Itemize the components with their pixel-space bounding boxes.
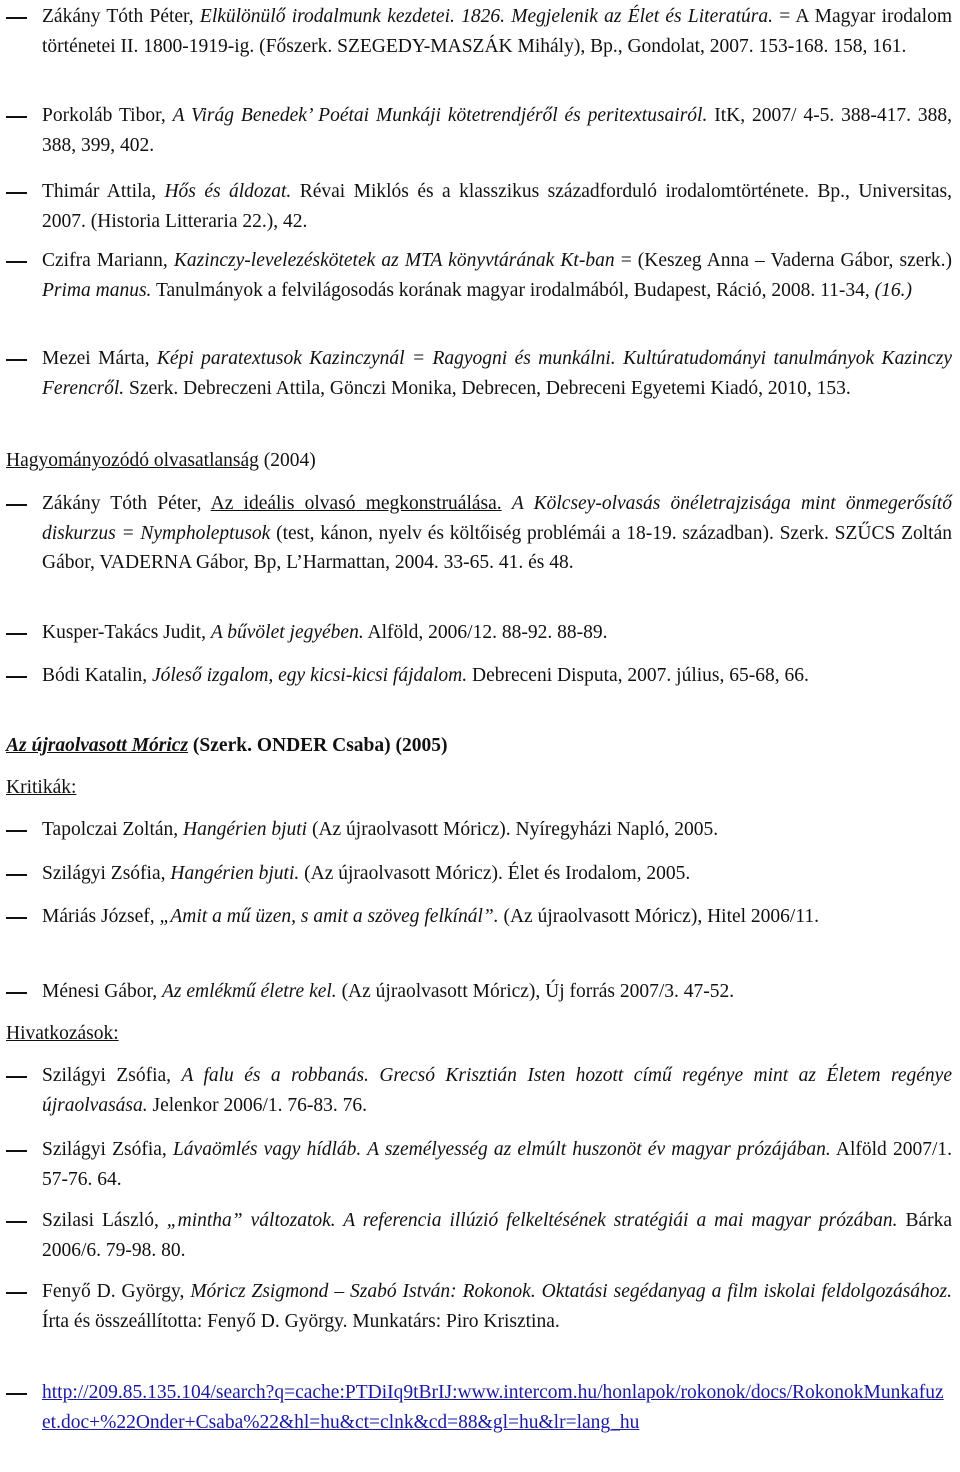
author: Mezei Márta, xyxy=(42,348,157,369)
list-item xyxy=(0,1135,952,1194)
title: „mintha” változatok. A referencia illúzió felkeltésének stratégiái a mai magyar prózában. xyxy=(166,1210,898,1231)
kritikak-label: Kritikák: xyxy=(6,777,77,798)
author: Kusper-Takács Judit, xyxy=(42,622,211,643)
title: Prima manus. xyxy=(42,279,152,301)
entry-text xyxy=(42,177,952,236)
citation: Szerk. Debreczeni Attila, Gönczi Monika, Debrecen, Debreceni Egyetemi Kiadó, 2010, 153. xyxy=(124,377,851,399)
dash-bullet xyxy=(6,192,27,194)
author: Szilágyi Zsófia, xyxy=(42,863,171,884)
title: Elkülönülő irodalmunk kezdetei. 1826. Megjelenik az Élet és Literatúra. xyxy=(199,6,773,27)
section-subtitle: (Szerk. ONDER Csaba) (2005) xyxy=(188,735,448,756)
entry-text xyxy=(42,1135,952,1194)
list-item xyxy=(0,815,952,845)
citation: = (Keszeg Anna – Vaderna Gábor, szerk.) xyxy=(614,250,953,271)
citation: (Az újraolvasott Móricz), Új forrás 2007/3. 47-52. xyxy=(336,981,735,1002)
list-item xyxy=(0,1277,952,1336)
note: (16.) xyxy=(874,279,913,301)
entry-text xyxy=(42,902,952,932)
dash-bullet xyxy=(6,830,27,832)
citation: Írta és összeállította: Fenyő D. György. Munkatárs: Piro Krisztina. xyxy=(42,1310,560,1332)
list-item xyxy=(0,977,952,1007)
dash-bullet xyxy=(6,676,27,678)
dash-bullet xyxy=(6,359,27,361)
spacer xyxy=(502,493,512,514)
citation: Révai Miklós és a klasszikus századforduló irodalomtörténete. Bp., Universitas, 2007. (Historia Litteraria 22.), 42. xyxy=(42,181,953,232)
section-year: (2004) xyxy=(258,450,316,471)
title: Lávaömlés vagy hídláb. A személyesség az elmúlt huszonöt év magyar prózájában. xyxy=(172,1139,831,1160)
list-item xyxy=(0,1061,952,1120)
citation: Bárka 2006/6. 79-98. 80. xyxy=(42,1210,953,1261)
list-item xyxy=(0,661,952,691)
list-item xyxy=(0,246,952,305)
entry-text xyxy=(42,1277,952,1336)
title: „Amit a mű üzen, s amit a szöveg felkínál”. xyxy=(159,906,499,927)
list-item xyxy=(0,177,952,236)
list-item xyxy=(0,1378,952,1437)
citation: Alföld 2007/1. 57-76. 64. xyxy=(42,1139,952,1190)
entry-text xyxy=(42,489,952,578)
citation: = A Magyar irodalom történetei II. 1800-1919-ig. (Főszerk. SZEGEDY-MASZÁK Mihály), Bp., Gondolat, 2007. 153-168. 158, 161. xyxy=(42,6,952,57)
list-item xyxy=(0,902,952,932)
citation: Alföld, 2006/12. 88-92. 88-89. xyxy=(363,622,608,643)
author: Zákány Tóth Péter, xyxy=(42,493,211,514)
citation: (test, kánon, nyelv és költőiség problémái a 18-19. században). Szerk. SZŰCS Zoltán Gábor, VADERNA Gábor, Bp, L’Harmattan, 2004. 33-65. 41. és 48. xyxy=(42,522,952,573)
citation: (Az újraolvasott Móricz). Nyíregyházi Napló, 2005. xyxy=(307,819,719,840)
title: Az ideális olvasó megkonstruálása. xyxy=(210,493,502,514)
dash-bullet xyxy=(6,1393,27,1395)
dash-bullet xyxy=(6,1150,27,1152)
list-item xyxy=(0,344,952,403)
list-item xyxy=(0,1206,952,1265)
author: Máriás József, xyxy=(42,906,160,927)
dash-bullet xyxy=(6,874,27,876)
entry-text xyxy=(42,2,952,61)
entry-text xyxy=(42,1378,952,1437)
section-title: Hagyományozódó olvasatlanság xyxy=(6,450,259,471)
author: Czifra Mariann, xyxy=(42,250,174,271)
list-item xyxy=(0,489,952,578)
citation: Tanulmányok a felvilágosodás korának magyar irodalmából, Budapest, Ráció, 2008. 11-34, xyxy=(151,279,875,301)
title: Hangérien bjuti xyxy=(183,819,308,840)
list-item xyxy=(0,618,952,648)
dash-bullet xyxy=(6,1076,27,1078)
author: Thimár Attila, xyxy=(42,181,165,202)
author: Porkoláb Tibor, xyxy=(42,105,173,126)
citation: Debreceni Disputa, 2007. július, 65-68, 66. xyxy=(467,665,809,686)
dash-bullet xyxy=(6,633,27,635)
entry-text xyxy=(42,101,952,160)
title: Képi paratextusok Kazinczynál = Ragyogni és munkálni. Kultúratudományi tanulmányok Kazinczy Ferencről. xyxy=(42,348,952,399)
title: Hős és áldozat. xyxy=(164,181,292,202)
author: Szilágyi Zsófia, xyxy=(42,1139,173,1160)
author: Tapolczai Zoltán, xyxy=(42,819,184,840)
section-title: Az újraolvasott Móricz xyxy=(6,735,189,756)
entry-text xyxy=(42,1061,952,1120)
title: A Kölcsey-olvasás önéletrajzisága mint önmegerősítő diskurzus = Nympholeptusok xyxy=(42,493,952,544)
author: Fenyő D. György, xyxy=(42,1281,191,1302)
author: Zákány Tóth Péter, xyxy=(42,6,200,27)
title: A falu és a robbanás. Grecsó Krisztián Isten hozott című regénye mint az Életem regénye újraolvasása. xyxy=(42,1065,952,1116)
author: Szilágyi Zsófia, xyxy=(42,1065,182,1086)
entry-text xyxy=(42,977,952,1007)
citation: ItK, 2007/ 4-5. 388-417. 388, 388, 399, 402. xyxy=(42,105,953,156)
entry-text xyxy=(42,246,952,305)
title: A bűvölet jegyében. xyxy=(210,622,364,643)
section-heading xyxy=(6,731,448,761)
entry-text xyxy=(42,344,952,403)
dash-bullet xyxy=(6,917,27,919)
dash-bullet xyxy=(6,261,27,263)
list-item xyxy=(0,859,952,889)
title: Hangérien bjuti. xyxy=(170,863,300,884)
author: Ménesi Gábor, xyxy=(42,981,162,1002)
author: Szilasi László, xyxy=(42,1210,167,1231)
entry-text xyxy=(42,661,952,691)
dash-bullet xyxy=(6,1292,27,1294)
title: Móricz Zsigmond – Szabó István: Rokonok. Oktatási segédanyag a film iskolai feldolgozásához. xyxy=(190,1281,952,1302)
hivatkozasok-label: Hivatkozások: xyxy=(6,1023,119,1044)
entry-text xyxy=(42,815,952,845)
citation: Jelenkor 2006/1. 76-83. 76. xyxy=(147,1094,367,1116)
dash-bullet xyxy=(6,1221,27,1223)
citation: (Az újraolvasott Móricz), Hitel 2006/11. xyxy=(498,906,820,927)
list-item xyxy=(0,2,952,61)
dash-bullet xyxy=(6,116,27,118)
entry-text xyxy=(42,859,952,889)
title: Kazinczy-levelezéskötetek az MTA könyvtárának Kt-ban xyxy=(173,250,615,271)
dash-bullet xyxy=(6,17,27,19)
title: Az emlékmű életre kel. xyxy=(161,981,337,1002)
url-link[interactable]: http://209.85.135.104/search?q=cache:PTDiIq9tBrIJ:www.intercom.hu/honlapok/rokonok/docs/RokonokMunkafuzet.doc+%22Onder+Csaba%22&hl=hu&ct=clnk&cd=88&gl=hu&lr=lang_hu xyxy=(42,1382,944,1433)
author: Bódi Katalin, xyxy=(42,665,152,686)
title: Jóleső izgalom, egy kicsi-kicsi fájdalom. xyxy=(151,665,468,686)
dash-bullet xyxy=(6,504,27,506)
entry-text xyxy=(42,618,952,648)
entry-text xyxy=(42,1206,952,1265)
title: A Virág Benedek’ Poétai Munkáji kötetrendjéről és peritextusairól. xyxy=(172,105,708,126)
citation: (Az újraolvasott Móricz). Élet és Irodalom, 2005. xyxy=(299,863,691,884)
list-item xyxy=(0,101,952,160)
dash-bullet xyxy=(6,992,27,994)
section-heading xyxy=(6,446,316,476)
